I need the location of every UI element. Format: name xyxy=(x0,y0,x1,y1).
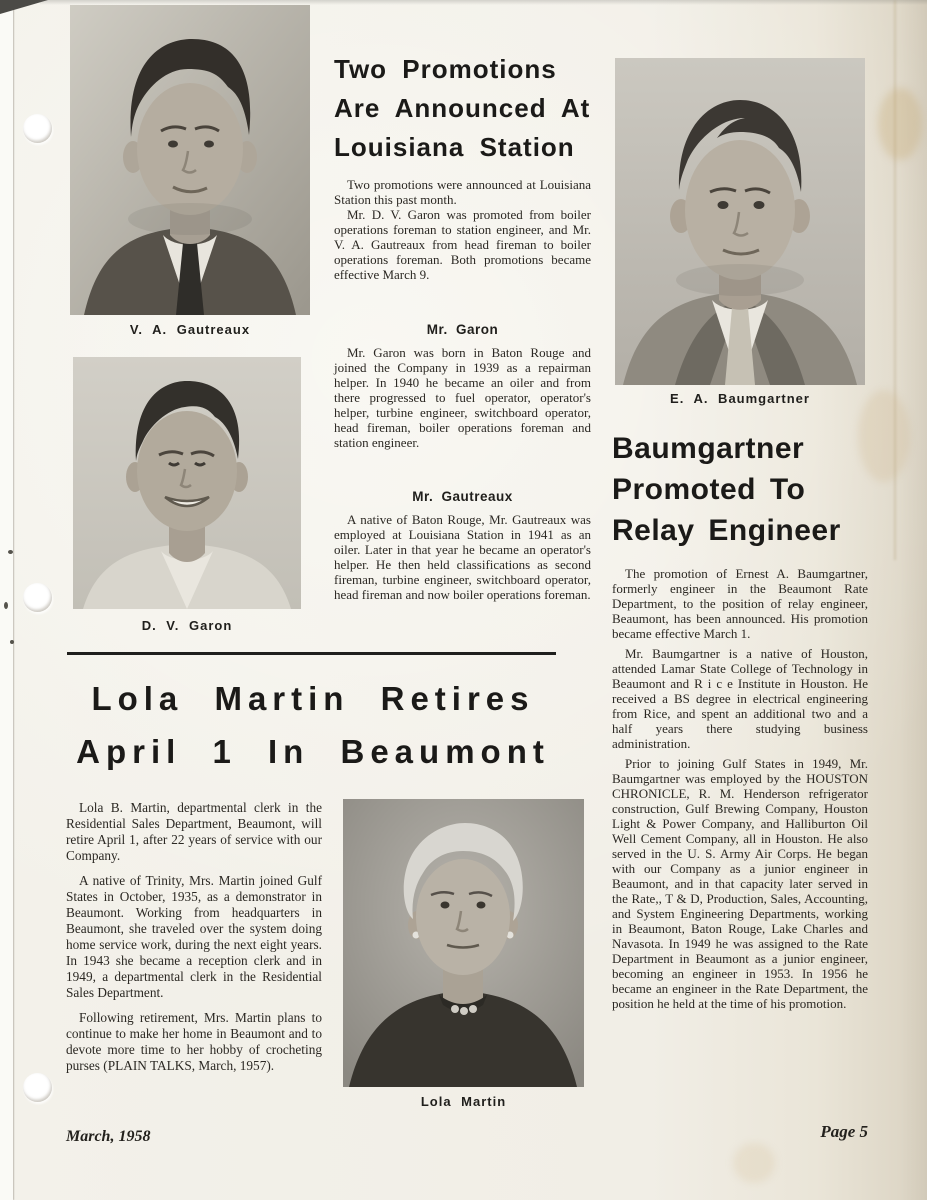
headline-line: Baumgartner xyxy=(612,432,805,465)
paragraph: A native of Baton Rouge, Mr. Gautreaux was employed at Louisiana Station in 1941 as an oiler. Later in that year he became an operator's helper. He then held classifications as second fireman, turbine engineer, switchboard operator, head fireman and now boiler operations foreman. xyxy=(334,512,591,602)
gautreaux-paragraph xyxy=(334,512,591,602)
headline-line: Relay Engineer xyxy=(612,514,841,547)
paragraph: The promotion of Ernest A. Baumgartner, formerly engineer in the Beaumont Rate Department, to the position of relay engineer, Beaumont, has been announced. His promotion became effective March 1. xyxy=(612,566,868,641)
portrait-gautreaux xyxy=(70,5,310,315)
headline-line: Promoted To xyxy=(612,473,806,506)
paper-speck xyxy=(4,602,8,609)
punch-hole-bottom xyxy=(23,1073,52,1102)
promotions-intro xyxy=(334,177,591,282)
headline-two-promotions xyxy=(334,50,596,167)
caption-ea-baumgartner: E. A. Baumgartner xyxy=(670,391,810,406)
headline-line: Are Announced At xyxy=(334,93,591,123)
subhead-mr-gautreaux: Mr. Gautreaux xyxy=(412,489,513,504)
lola-body xyxy=(66,800,322,1083)
paragraph: A native of Trinity, Mrs. Martin joined Gulf States in October, 1935, as a demonstrator in Beaumont. Working from headquarters in Beaumont, she traveled over the system doing home service work, during the next eight years. In 1943 she became a reception clerk and in 1949, a departmental clerk in the Residential Sales Department. xyxy=(66,873,322,1000)
paragraph: Lola B. Martin, departmental clerk in the Residential Sales Department, Beaumont, will retire April 1, after 22 years of service with our Company. xyxy=(66,800,322,863)
headline-lola-martin xyxy=(63,672,563,778)
paper-speck xyxy=(10,640,14,644)
baumgartner-body xyxy=(612,566,868,1016)
punch-hole-middle xyxy=(23,583,52,612)
headline-line: Louisiana Station xyxy=(334,132,575,162)
paragraph: Following retirement, Mrs. Martin plans to continue to make her home in Beaumont and to devote more time to her hobby of crocheting purses (PLAIN TALKS, March, 1957). xyxy=(66,1010,322,1073)
paragraph: Prior to joining Gulf States in 1949, Mr. Baumgartner was employed by the HOUSTON CHRONICLE, R. M. Henderson refrigerator construction, Gulf Brewing Company, Houston Light & Power Company, and Halliburton Oil Well Cement Company, all in Houston. He also served in the U. S. Army Air Corps. He began with our Company as a junior engineer in Beaumont, and in that capacity later served in the Rate,, T & D, Production, Sales, Accounting, and System Engineering Departments, working in Beaumont, Baton Rouge, Lake Charles and Navasota. In 1949 he was assigned to the Rate Department in Beaumont as a junior engineer, becoming an engineer in 1953. In 1956 he became an engineer in the Rate Department, the position he held at the time of his promotion. xyxy=(612,756,868,1011)
paragraph: Mr. D. V. Garon was promoted from boiler operations foreman to station engineer, and Mr. V. A. Gautreaux from head fireman to boiler operations foreman. Both promotions became effective March 9. xyxy=(334,207,591,282)
footer-issue-date: March, 1958 xyxy=(66,1128,151,1145)
photo-dv-garon xyxy=(73,357,301,609)
punch-hole-top xyxy=(23,114,52,143)
caption-va-gautreaux: V. A. Gautreaux xyxy=(129,322,251,337)
paragraph: Mr. Garon was born in Baton Rouge and joined the Company in 1939 as a repairman helper. In 1940 he became an oiler and from there progressed to fuel operator, operator's helper, turbine engineer, switchboard operator, head fireman, boiler operations foreman and station engineer. xyxy=(334,345,591,450)
photo-ea-baumgartner xyxy=(615,58,865,385)
paper-speck xyxy=(8,550,13,554)
subhead-mr-garon: Mr. Garon xyxy=(426,322,499,337)
footer-page-number: Page 5 xyxy=(820,1122,868,1141)
paper-left-edge xyxy=(0,0,13,1200)
photo-va-gautreaux xyxy=(70,5,310,315)
paragraph: Two promotions were announced at Louisiana Station this past month. xyxy=(334,177,591,207)
headline-line: April 1 In Beaumont xyxy=(76,733,550,770)
paper-stain xyxy=(733,1143,775,1183)
garon-paragraph xyxy=(334,345,591,450)
headline-baumgartner xyxy=(612,428,902,551)
portrait-garon xyxy=(73,357,301,609)
paragraph: Mr. Baumgartner is a native of Houston, attended Lamar State College of Technology in Beaumont and R i c e Institute in Houston. He received a BS degree in electrical engineering from Rice, and spent an additional two and a half years there studying business administration. xyxy=(612,646,868,751)
caption-lola-martin: Lola Martin xyxy=(420,1094,507,1109)
caption-dv-garon: D. V. Garon xyxy=(141,618,233,633)
headline-line: Two Promotions xyxy=(334,54,557,84)
paper-stain xyxy=(878,88,922,160)
portrait-baumgartner xyxy=(615,58,865,385)
section-divider xyxy=(67,652,556,655)
photo-lola-martin xyxy=(343,799,584,1087)
portrait-lola xyxy=(343,799,584,1087)
headline-line: Lola Martin Retires xyxy=(91,680,535,717)
